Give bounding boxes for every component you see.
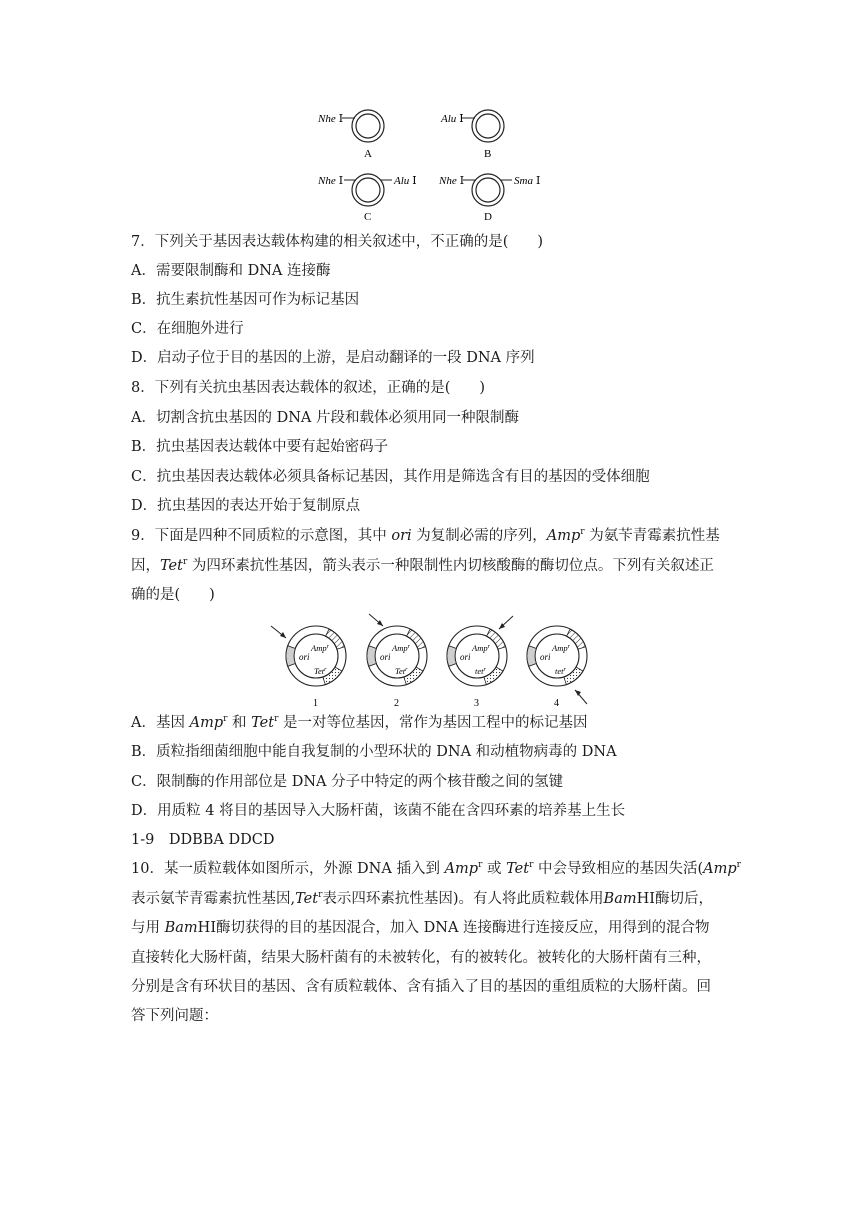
restriction-site-label: Alu — [441, 113, 457, 125]
restriction-site-label: Sma — [514, 175, 533, 187]
restriction-site-label: Nhe — [318, 113, 336, 125]
restriction-site-label: Nhe — [439, 175, 457, 187]
svg-text:ori: ori — [299, 652, 310, 662]
question-9-stem-line-1: 9．下面是四种不同质粒的示意图，其中 ori 为复制必需的序列，Amp$^r$ 为氨苄青霉素抗性基 — [131, 527, 720, 544]
option-caption: C — [364, 211, 372, 223]
question-7-option-c: C．在细胞外进行 — [131, 321, 244, 337]
plasmid-caption: 2 — [394, 698, 399, 707]
svg-text:Tetr: Tet$^r$ — [395, 666, 408, 676]
option-caption: D — [484, 211, 492, 223]
plasmid-option-a — [317, 110, 384, 160]
plasmid-option-b — [440, 110, 504, 160]
question-9-option-d: D．用质粒 4 将目的基因导入大肠杆菌，该菌不能在含四环素的培养基上生长 — [131, 803, 626, 819]
plasmid-option-c — [317, 174, 417, 223]
svg-text:tetr: tet$^r$ — [475, 666, 486, 676]
question-9-stem-line-2: 因，Tet$^r$ 为四环素抗性基因，箭头表示一种限制性内切核酸酶的酶切位点。下列有关叙述正 — [131, 557, 714, 574]
question-7-option-b: B．抗生素抗性基因可作为标记基因 — [131, 292, 360, 308]
question-7-option-d: D．启动子位于目的基因的上游，是启动翻译的一段 DNA 序列 — [131, 350, 535, 366]
question-10-line-2: 表示氨苄青霉素抗性基因,Tet$^r$表示四环素抗性基因)。有人将此质粒载体用BamHⅠ酶切后， — [131, 890, 713, 907]
question-8-option-c: C．抗虫基因表达载体必须具备标记基因，其作用是筛选含有目的基因的受体细胞 — [131, 469, 650, 485]
plasmid-1 — [271, 626, 346, 707]
restriction-site-label: Nhe — [318, 175, 336, 187]
svg-text:ori: ori — [460, 652, 471, 662]
question-7-stem: 7．下列关于基因表达载体构建的相关叙述中，不正确的是( ) — [131, 234, 544, 250]
plasmid-2 — [367, 614, 427, 707]
plasmid-caption: 4 — [554, 698, 559, 707]
question-10-line-3: 与用 BamHⅠ酶切获得的目的基因混合，加入 DNA 连接酶进行连接反应，用得到的混合物 — [131, 920, 710, 936]
svg-text:AluⅠ: Alu Ⅰ — [394, 175, 417, 187]
question-9-option-b: B．质粒指细菌细胞中能自我复制的小型环状的 DNA 和动植物病毒的 DNA — [131, 744, 617, 760]
svg-text:NheⅠ: Nhe Ⅰ — [318, 113, 344, 125]
svg-text:ori: ori — [380, 652, 391, 662]
question-10-line-5: 分别是含有环状目的基因、含有质粒载体、含有插入了目的基因的重组质粒的大肠杆菌。回 — [131, 979, 711, 995]
question-8-stem: 8．下列有关抗虫基因表达载体的叙述，正确的是( ) — [131, 380, 486, 396]
svg-text:AluⅠ: Alu Ⅰ — [441, 113, 464, 125]
svg-text:Ampr: Amp$^r$ — [311, 643, 329, 653]
plasmid-caption: 3 — [474, 698, 479, 707]
plasmid-caption: 1 — [313, 698, 318, 707]
plasmid-options-figure — [300, 100, 560, 225]
question-8-option-d: D．抗虫基因的表达开始于复制原点 — [131, 498, 361, 514]
plasmid-option-d — [438, 174, 540, 223]
question-9-option-c: C．限制酶的作用部位是 DNA 分子中特定的两个核苷酸之间的氢键 — [131, 774, 564, 790]
four-plasmids-figure — [270, 612, 600, 707]
svg-text:ori: ori — [540, 652, 551, 662]
question-10-line-6: 答下列问题： — [131, 1008, 218, 1024]
plasmid-4 — [527, 626, 587, 707]
question-8-option-b: B．抗虫基因表达载体中要有起始密码子 — [131, 439, 389, 455]
svg-text:tetr: tet$^r$ — [555, 666, 566, 676]
question-7-option-a: A．需要限制酶和 DNA 连接酶 — [131, 263, 331, 279]
question-10-line-4: 直接转化大肠杆菌，结果大肠杆菌有的未被转化，有的被转化。被转化的大肠杆菌有三种， — [131, 950, 711, 966]
question-8-option-a: A．切割含抗虫基因的 DNA 片段和载体必须用同一种限制酶 — [131, 410, 519, 426]
svg-text:Ampr: Amp$^r$ — [392, 643, 410, 653]
svg-text:Tetr: Tet$^r$ — [314, 666, 327, 676]
question-10-line-1: 10．某一质粒载体如图所示，外源 DNA 插入到 Amp$^r$ 或 Tet$^r$ 中会导致相应的基因失活(Amp$^r$ — [131, 860, 741, 877]
option-caption: A — [364, 148, 372, 160]
svg-text:NheⅠ: Nhe Ⅰ — [318, 175, 344, 187]
answer-key: 1-9 DDBBA DDCD — [131, 832, 275, 848]
restriction-site-label: Alu — [394, 175, 410, 187]
question-9-stem-line-3: 确的是( ) — [131, 587, 215, 603]
svg-text:Ampr: Amp$^r$ — [552, 643, 570, 653]
plasmid-3 — [447, 616, 513, 707]
svg-text:Ampr: Amp$^r$ — [472, 643, 490, 653]
svg-text:SmaⅠ: Sma Ⅰ — [514, 175, 541, 187]
question-9-option-a: A．基因 Amp$^r$ 和 Tet$^r$ 是一对等位基因，常作为基因工程中的标记基因 — [131, 714, 588, 731]
svg-text:NheⅠ: Nhe Ⅰ — [439, 175, 465, 187]
option-caption: B — [484, 148, 492, 160]
